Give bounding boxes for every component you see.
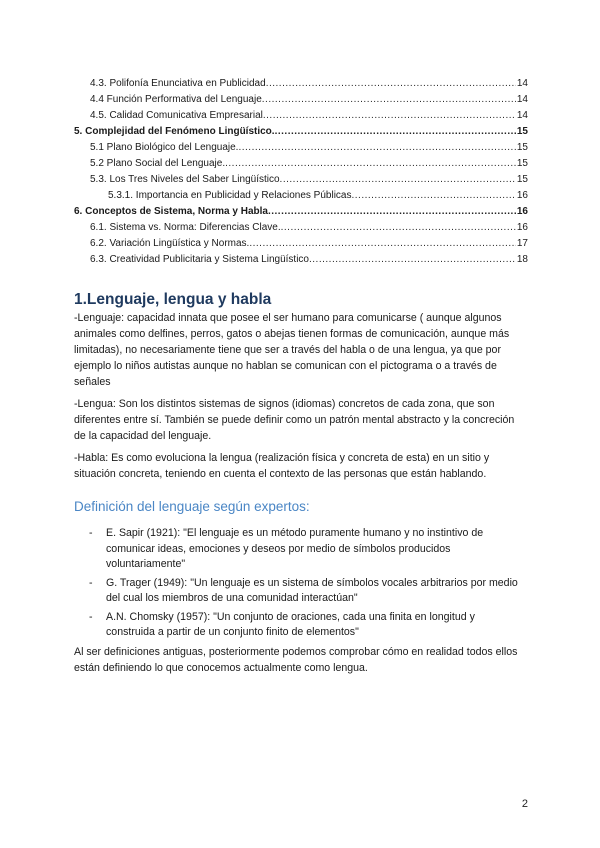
toc-entry-page: 16 — [516, 190, 528, 201]
toc-entry-page: 16 — [516, 206, 528, 217]
toc-entry[interactable] — [74, 76, 528, 92]
toc-entry-title: 4.4 Función Performativa del Lenguaje — [90, 94, 262, 105]
paragraph-habla: -Habla: Es como evoluciona la lengua (realización física y concreta de esta) en un sitio y situación concreta, teniendo en cuenta el contexto de las personas que están hablando. — [74, 452, 490, 480]
toc-leader-dots — [249, 236, 516, 252]
paragraph-lenguaje: -Lenguaje: capacidad innata que posee el ser humano para comunicarse ( aunque algunos animales como delfines, perros, gatos o abejas tienen formas de comunicación, aunque más limitadas), no necesariamente tiene que ser a través del habla o de una lengua, ya que por ejemplo lo niños autistas aunque no hablan se comunican con el pictograma o a través de señales — [74, 312, 510, 388]
toc-entry-title: 4.5. Calidad Comunicativa Empresarial — [90, 110, 263, 121]
toc-entry[interactable] — [74, 220, 528, 236]
toc-leader-dots — [281, 220, 516, 236]
bullet-dash: - — [89, 527, 93, 539]
list-item — [74, 576, 526, 607]
bullet-dash: - — [89, 576, 93, 589]
toc-leader-dots — [266, 76, 516, 92]
toc-entry-page: 15 — [516, 158, 528, 169]
toc-entry[interactable] — [74, 140, 528, 156]
toc-entry-page: 18 — [516, 254, 528, 265]
toc-entry[interactable] — [74, 204, 528, 220]
toc-leader-dots — [225, 156, 516, 172]
toc-entry-title: 6.2. Variación Lingüística y Normas. — [90, 238, 250, 249]
toc-entry[interactable] — [74, 172, 528, 188]
toc-leader-dots — [275, 124, 516, 140]
list-item-text: A.N. Chomsky (1957): "Un conjunto de oraciones, cada una finita en longitud y construida a partir de un conjunto finito de elementos" — [106, 610, 475, 638]
bullet-dash: - — [89, 610, 93, 623]
toc-entry[interactable] — [74, 108, 528, 124]
toc-entry-page: 14 — [516, 94, 528, 105]
toc-entry[interactable] — [74, 252, 528, 268]
toc-entry[interactable] — [74, 188, 528, 204]
toc-leader-dots — [309, 252, 516, 268]
toc-leader-dots — [262, 92, 516, 108]
toc-entry-title: 6.3. Creatividad Publicitaria y Sistema Lingüístico — [90, 254, 309, 265]
toc-leader-dots — [280, 172, 516, 188]
toc-entry-page: 15 — [516, 174, 528, 185]
toc-entry-title: 5. Complejidad del Fenómeno Lingüístico. — [74, 126, 275, 137]
toc-entry-page: 14 — [516, 110, 528, 121]
list-item-text: G. Trager (1949): "Un lenguaje es un sistema de símbolos vocales arbitrarios por medio del cual los miembros de una comunidad interactúan" — [106, 576, 518, 604]
toc-leader-dots — [263, 108, 516, 124]
toc-entry-page: 15 — [516, 126, 528, 137]
toc-entry[interactable] — [74, 92, 528, 108]
toc-leader-dots — [351, 188, 515, 204]
list-item — [74, 610, 526, 641]
toc-leader-dots — [268, 204, 516, 220]
toc-entry[interactable] — [74, 156, 528, 172]
toc-entry[interactable] — [74, 236, 528, 252]
toc-entry-title: 5.3. Los Tres Niveles del Saber Lingüístico — [90, 174, 280, 185]
toc-leader-dots — [238, 140, 515, 156]
toc-entry-title: 5.3.1. Importancia en Publicidad y Relaciones Públicas — [108, 190, 352, 201]
toc-entry-title: 6.1. Sistema vs. Norma: Diferencias Clave. — [90, 222, 281, 233]
expert-definitions-list — [74, 526, 526, 641]
toc-entry-title: 6. Conceptos de Sistema, Norma y Habla — [74, 206, 268, 217]
toc-entry-title: 4.3. Polifonía Enunciativa en Publicidad — [90, 78, 266, 89]
toc-entry-page: 17 — [516, 238, 528, 249]
toc-entry[interactable] — [74, 124, 528, 140]
toc-entry-page: 14 — [516, 78, 528, 89]
subsection-heading: Definición del lenguaje según expertos: — [74, 499, 310, 514]
toc-entry-page: 15 — [516, 142, 528, 153]
page-number: 2 — [521, 798, 528, 810]
list-item — [74, 526, 526, 573]
toc-entry-page: 16 — [516, 222, 528, 233]
section-heading: 1.Lenguaje, lengua y habla — [74, 291, 272, 308]
closing-paragraph: Al ser definiciones antiguas, posteriormente podemos comprobar cómo en realidad todos ellos están definiendo lo que conocemos actualmente como lengua. — [74, 645, 518, 674]
main-content — [74, 290, 526, 676]
table-of-contents — [74, 76, 528, 268]
paragraph-lengua: -Lengua: Son los distintos sistemas de signos (idiomas) concretos de cada zona, que son diferentes entre sí. También se puede definir como un patrón mental abstracto y la concreción de la capacidad del lenguaje. — [74, 398, 515, 442]
toc-entry-title: 5.2 Plano Social del Lenguaje. — [90, 158, 226, 169]
toc-entry-title: 5.1 Plano Biológico del Lenguaje. — [90, 142, 239, 153]
list-item-text: E. Sapir (1921): "El lenguaje es un método puramente humano y no instintivo de comunicar ideas, emociones y deseos por medio de símbolos producidos voluntariamente" — [106, 527, 484, 570]
